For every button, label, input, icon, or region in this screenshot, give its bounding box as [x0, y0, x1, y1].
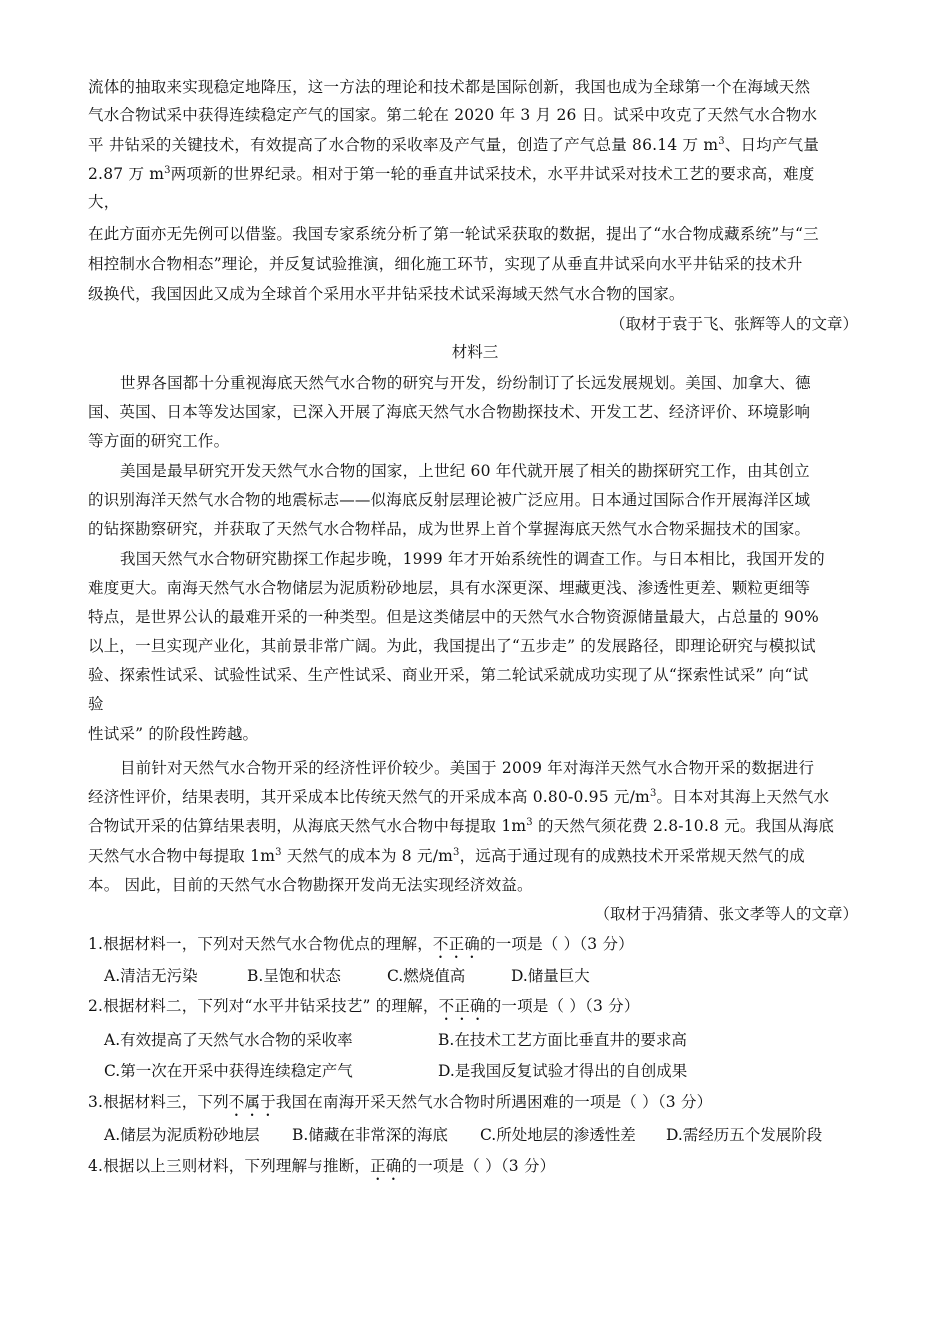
option-a: A.清洁无污染 [104, 967, 198, 985]
text-line: 的识别海洋天然气水合物的地震标志——似海底反射层理论被广泛应用。日本通过国际合作开展海洋区域 [88, 491, 811, 509]
text-line: 等方面的研究工作。 [88, 432, 230, 450]
option-a: A.储层为泥质粉砂地层 [104, 1126, 260, 1144]
option-b: B.呈饱和状态 [247, 967, 341, 985]
option-b: B.在技术工艺方面比垂直井的要求高 [438, 1031, 687, 1049]
text-line: 的钻探勘察研究，并获取了天然气水合物样品，成为世界上首个掌握海底天然气水合物采掘技术的国家。 [88, 520, 811, 538]
option-c: C.第一次在开采中获得连续稳定产气 [104, 1062, 353, 1080]
option-d: D.是我国反复试验才得出的自创成果 [438, 1062, 688, 1080]
question-stem: 4.根据以上三则材料，下列理解与推断，正确的一项是（ ）（3 分） [88, 1157, 556, 1175]
text-line: 经济性评价，结果表明，其开采成本比传统天然气的开采成本高 0.80-0.95 元$/m^3$。日本对其海上天然气水 [88, 788, 830, 806]
option-d: D.需经历五个发展阶段 [666, 1126, 823, 1144]
option-c: C.燃烧值高 [387, 967, 466, 985]
text-line: 平 井钻采的关键技术，有效提高了水合物的采收率及产气量，创造了产气总量 86.14 万 $m^3$、日均产气量 [88, 136, 820, 154]
option-a: A.有效提高了天然气水合物的采收率 [104, 1031, 353, 1049]
source-citation: （取材于袁于飞、张辉等人的文章） [609, 315, 858, 333]
text-line: 美国是最早研究开发天然气水合物的国家，上世纪 60 年代就开展了相关的勘探研究工作，由其创立 [120, 462, 810, 480]
option-b: B.储藏在非常深的海底 [292, 1126, 448, 1144]
question-stem: 3.根据材料三，下列不属于我国在南海开采天然气水合物时所遇困难的一项是（ ）（3 分） [88, 1093, 713, 1111]
text-line: 性试采” 的阶段性跨越。 [88, 725, 259, 743]
text-line: 难度更大。南海天然气水合物储层为泥质粉砂地层，具有水深更深、埋藏更浅、渗透性更差、颗粒更细等 [88, 579, 811, 597]
text-line: 相控制水合物相态”理论，并反复试验推演，细化施工环节，实现了从垂直井试采向水平井钻采的技术升 [88, 255, 803, 273]
text-line: 流体的抽取来实现稳定地降压，这一方法的理论和技术都是国际创新，我国也成为全球第一个在海域天然 [88, 78, 811, 96]
text-line: 国、英国、日本等发达国家，已深入开展了海底天然气水合物勘探技术、开发工艺、经济评价、环境影响 [88, 403, 811, 421]
text-line: 验、探索性试采、试验性试采、生产性试采、商业开采，第二轮试采就成功实现了从“探索性试采” 向“试 [88, 666, 809, 684]
text-line: 合物试开采的估算结果表明，从海底天然气水合物中每提取 $1m^3$ 的天然气须花费 2.8-10.8 元。我国从海底 [88, 817, 835, 835]
text-line: 验 [88, 695, 104, 713]
text-line: 2.87 万 $m^3$两项新的世界纪录。相对于第一轮的垂直井试采技术，水平井试采对技术工艺的要求高，难度 [88, 165, 815, 183]
text-line: 特点，是世界公认的最难开采的一种类型。但是这类储层中的天然气水合物资源储量最大，占总量的 90% [88, 608, 819, 626]
question-stem: 1.根据材料一，下列对天然气水合物优点的理解，不正确的一项是（ ）（3 分） [88, 935, 634, 953]
option-c: C.所处地层的渗透性差 [480, 1126, 636, 1144]
text-line: 我国天然气水合物研究勘探工作起步晚，1999 年才开始系统性的调查工作。与日本相比，我国开发的 [120, 550, 825, 568]
source-citation: （取材于冯猜猜、张文孝等人的文章） [594, 905, 858, 923]
text-line: 天然气水合物中每提取 $1m^3$ 天然气的成本为 8 元$/m^3$，远高于通过现有的成熟技术开采常规天然气的成 [88, 847, 805, 865]
section-title: 材料三 [451, 343, 499, 361]
question-stem: 2.根据材料二，下列对“水平井钻采技艺” 的理解，不正确的一项是（ ）（3 分） [88, 997, 640, 1015]
text-line: 级换代，我国因此又成为全球首个采用水平井钻采技术试采海域天然气水合物的国家。 [88, 285, 685, 303]
text-line: 大， [88, 193, 120, 211]
text-line: 以上，一旦实现产业化，其前景非常广阔。为此，我国提出了“五步走” 的发展路径，即理论研究与模拟试 [88, 637, 816, 655]
text-line: 目前针对天然气水合物开采的经济性评价较少。美国于 2009 年对海洋天然气水合物开采的数据进行 [120, 759, 815, 777]
text-line: 本。 因此，目前的天然气水合物勘探开发尚无法实现经济效益。 [88, 876, 533, 894]
text-line: 在此方面亦无先例可以借鉴。我国专家系统分析了第一轮试采获取的数据，提出了“水合物成藏系统”与“三 [88, 225, 819, 243]
text-line: 气水合物试采中获得连续稳定产气的国家。第二轮在 2020 年 3 月 26 日。试采中攻克了天然气水合物水 [88, 106, 818, 124]
option-d: D.储量巨大 [511, 967, 590, 985]
text-line: 世界各国都十分重视海底天然气水合物的研究与开发，纷纷制订了长远发展规划。美国、加拿大、德 [120, 374, 811, 392]
